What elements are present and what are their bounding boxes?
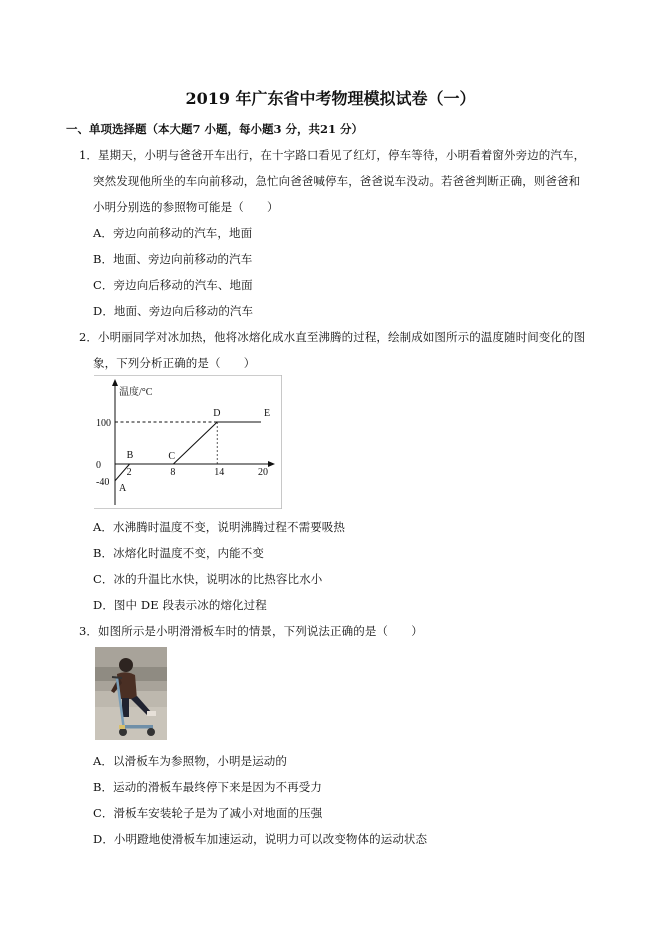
- page-title: 2019 年广东省中考物理模拟试卷（一）: [185, 89, 476, 108]
- q2-option-b[interactable]: B．冰熔化时温度不变，内能不变: [93, 546, 264, 560]
- x-axis-arrow: [268, 461, 275, 467]
- x-tick-14: 14: [214, 467, 225, 478]
- q1-option-a[interactable]: A．旁边向前移动的汽车，地面: [93, 226, 253, 240]
- point-label-c: C: [168, 451, 176, 462]
- q1-line-2: 突然发现他所坐的车向前移动，急忙向爸爸喊停车，爸爸说车没动。若爸爸判断正确，则爸爸和: [93, 174, 581, 188]
- x-tick-20: 20: [258, 467, 268, 478]
- point-label-e: E: [264, 408, 271, 419]
- q3-line-1: 3．如图所示是小明滑滑板车时的情景，下列说法正确的是（ ）: [79, 624, 423, 638]
- x-tick-8: 8: [170, 467, 176, 478]
- temperature-line: [115, 422, 261, 481]
- x-tick-2: 2: [126, 467, 132, 478]
- point-label-b: B: [126, 450, 134, 461]
- y-axis-arrow: [112, 379, 118, 386]
- y-axis-label: 温度/°C: [119, 387, 153, 398]
- q2-line-2: 象，下列分析正确的是（ ）: [93, 356, 256, 370]
- q3-option-a[interactable]: A．以滑板车为参照物，小明是运动的: [93, 754, 288, 768]
- q3-option-c[interactable]: C．滑板车安装轮子是为了减小对地面的压强: [93, 806, 323, 820]
- q1-option-d[interactable]: D．地面、旁边向后移动的汽车: [93, 304, 254, 318]
- section-heading: 一、单项选择题（本大题7 小题，每小题3 分，共21 分）: [66, 122, 364, 136]
- temperature-time-chart: [94, 375, 282, 509]
- point-label-d: D: [213, 408, 221, 419]
- q3-option-b[interactable]: B．运动的滑板车最终停下来是因为不再受力: [93, 780, 322, 794]
- q1-option-c[interactable]: C．旁边向后移动的汽车、地面: [93, 278, 253, 292]
- q3-option-d[interactable]: D．小明蹬地使滑板车加速运动，说明力可以改变物体的运动状态: [93, 832, 428, 846]
- q2-option-a[interactable]: A．水沸腾时温度不变，说明沸腾过程不需要吸热: [93, 520, 346, 534]
- y-tick--40: -40: [96, 476, 110, 488]
- point-label-a: A: [119, 482, 127, 494]
- q2-option-c[interactable]: C．冰的升温比水快，说明冰的比热容比水小: [93, 572, 323, 586]
- q1-line-3: 小明分别选的参照物可能是（ ）: [93, 200, 279, 214]
- y-tick-0: 0: [96, 460, 101, 471]
- q2-line-1: 2．小明丽同学对冰加热，他将冰熔化成水直至沸腾的过程，绘制成如图所示的温度随时间变化的图: [79, 330, 586, 344]
- y-tick-100: 100: [96, 418, 111, 429]
- scooter-photo: [95, 647, 167, 740]
- q2-option-d[interactable]: D．图中 DE 段表示冰的熔化过程: [93, 598, 267, 612]
- q1-option-b[interactable]: B．地面、旁边向前移动的汽车: [93, 252, 253, 266]
- chart-svg: [94, 375, 282, 509]
- q1-line-1: 1．星期天，小明与爸爸开车出行，在十字路口看见了红灯，停车等待，小明看着窗外旁边的汽车，: [79, 148, 586, 162]
- scooter-photo-drawing: [95, 647, 167, 740]
